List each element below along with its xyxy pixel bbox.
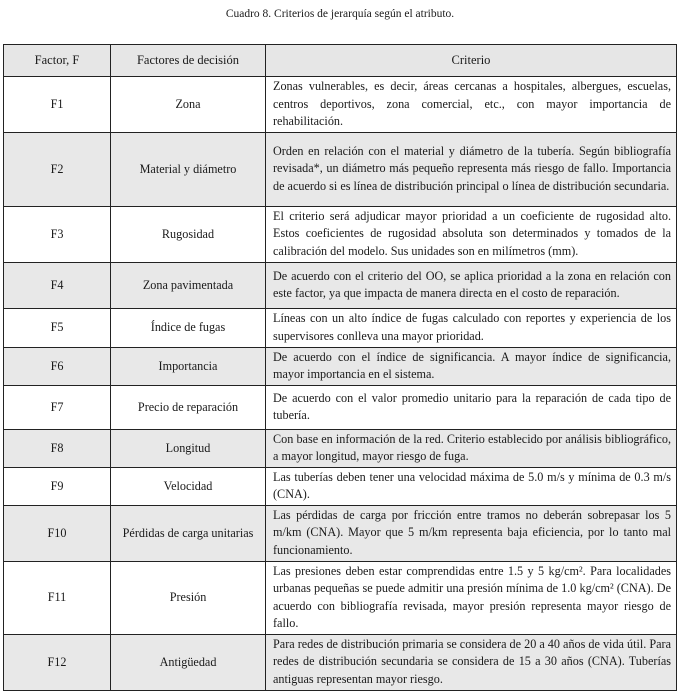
factor-cell: F11	[4, 561, 111, 634]
factor-cell: F3	[4, 206, 111, 262]
decision-factor-cell: Antigüedad	[111, 634, 266, 690]
factor-cell: F4	[4, 262, 111, 308]
criterion-cell: Zonas vulnerables, es decir, áreas cercanas a hospitales, albergues, escuelas, centros deportivos, zona comercial, etc., con mayor importancia de rehabilitación.	[266, 77, 677, 133]
table-row	[4, 385, 677, 429]
decision-factor-cell: Precio de reparación	[111, 385, 266, 429]
criteria-table	[3, 44, 677, 691]
header-factor: Factor, F	[4, 45, 111, 77]
table-row	[4, 308, 677, 347]
factor-cell: F10	[4, 505, 111, 561]
table-row	[4, 634, 677, 690]
criterion-cell: De acuerdo con el valor promedio unitario para la reparación de cada tipo de tubería.	[266, 385, 677, 429]
decision-factor-cell: Importancia	[111, 347, 266, 385]
criterion-cell: Las tuberías deben tener una velocidad máxima de 5.0 m/s y mínima de 0.3 m/s (CNA).	[266, 467, 677, 505]
criterion-cell: De acuerdo con el criterio del OO, se aplica prioridad a la zona en relación con este factor, ya que impacta de manera directa en el costo de reparación.	[266, 262, 677, 308]
table-row	[4, 505, 677, 561]
factor-cell: F1	[4, 77, 111, 133]
criterion-cell: De acuerdo con el índice de significancia. A mayor índice de significancia, mayor importancia en el sistema.	[266, 347, 677, 385]
table-row	[4, 77, 677, 133]
table-row	[4, 429, 677, 467]
decision-factor-cell: Índice de fugas	[111, 308, 266, 347]
decision-factor-cell: Presión	[111, 561, 266, 634]
table-row	[4, 347, 677, 385]
table-row	[4, 206, 677, 262]
decision-factor-cell: Longitud	[111, 429, 266, 467]
decision-factor-cell: Velocidad	[111, 467, 266, 505]
criterion-cell: Para redes de distribución primaria se considera de 20 a 40 años de vida útil. Para redes de distribución secundaria se considera de 15 a 30 años (CNA). Tuberías antiguas representan mayor riesgo.	[266, 634, 677, 690]
decision-factor-cell: Zona	[111, 77, 266, 133]
criterion-cell: El criterio será adjudicar mayor prioridad a un coeficiente de rugosidad alto. Estos coeficientes de rugosidad absoluta son determinados y tomados de la calibración del modelo. Sus unidades son en milímetros (mm).	[266, 206, 677, 262]
criterion-cell: Las pérdidas de carga por fricción entre tramos no deberán sobrepasar los 5 m/km (CNA). Mayor que 5 m/km representa baja eficiencia, por lo tanto mal funcionamiento.	[266, 505, 677, 561]
header-criterion: Criterio	[266, 45, 677, 77]
criterion-cell: Líneas con un alto índice de fugas calculado con reportes y experiencia de los supervisores conlleva una mayor prioridad.	[266, 308, 677, 347]
factor-cell: F7	[4, 385, 111, 429]
table-row	[4, 262, 677, 308]
criterion-cell: Orden en relación con el material y diámetro de la tubería. Según bibliografía revisada*, un diámetro más pequeño representa más riesgo de fallo. Importancia de acuerdo si es línea de distribución principal o línea de distribución secundaria.	[266, 132, 677, 206]
decision-factor-cell: Zona pavimentada	[111, 262, 266, 308]
factor-cell: F5	[4, 308, 111, 347]
criterion-cell: Las presiones deben estar comprendidas entre 1.5 y 5 kg/cm². Para localidades urbanas pequeñas se puede admitir una presión mínima de 1.0 kg/cm² (CNA). De acuerdo con bibliografía revisada, mayor presión representa mayor riesgo de fallo.	[266, 561, 677, 634]
table-row	[4, 561, 677, 634]
table-caption: Cuadro 8. Criterios de jerarquía según el atributo.	[225, 8, 455, 20]
factor-cell: F9	[4, 467, 111, 505]
decision-factor-cell: Material y diámetro	[111, 132, 266, 206]
table-row	[4, 132, 677, 206]
factor-cell: F8	[4, 429, 111, 467]
factor-cell: F2	[4, 132, 111, 206]
decision-factor-cell: Rugosidad	[111, 206, 266, 262]
table-header-row	[4, 45, 677, 77]
criterion-cell: Con base en información de la red. Criterio establecido por análisis bibliográfico, a mayor longitud, mayor riesgo de fuga.	[266, 429, 677, 467]
factor-cell: F6	[4, 347, 111, 385]
table-row	[4, 467, 677, 505]
header-decision-factors: Factores de decisión	[111, 45, 266, 77]
decision-factor-cell: Pérdidas de carga unitarias	[111, 505, 266, 561]
factor-cell: F12	[4, 634, 111, 690]
